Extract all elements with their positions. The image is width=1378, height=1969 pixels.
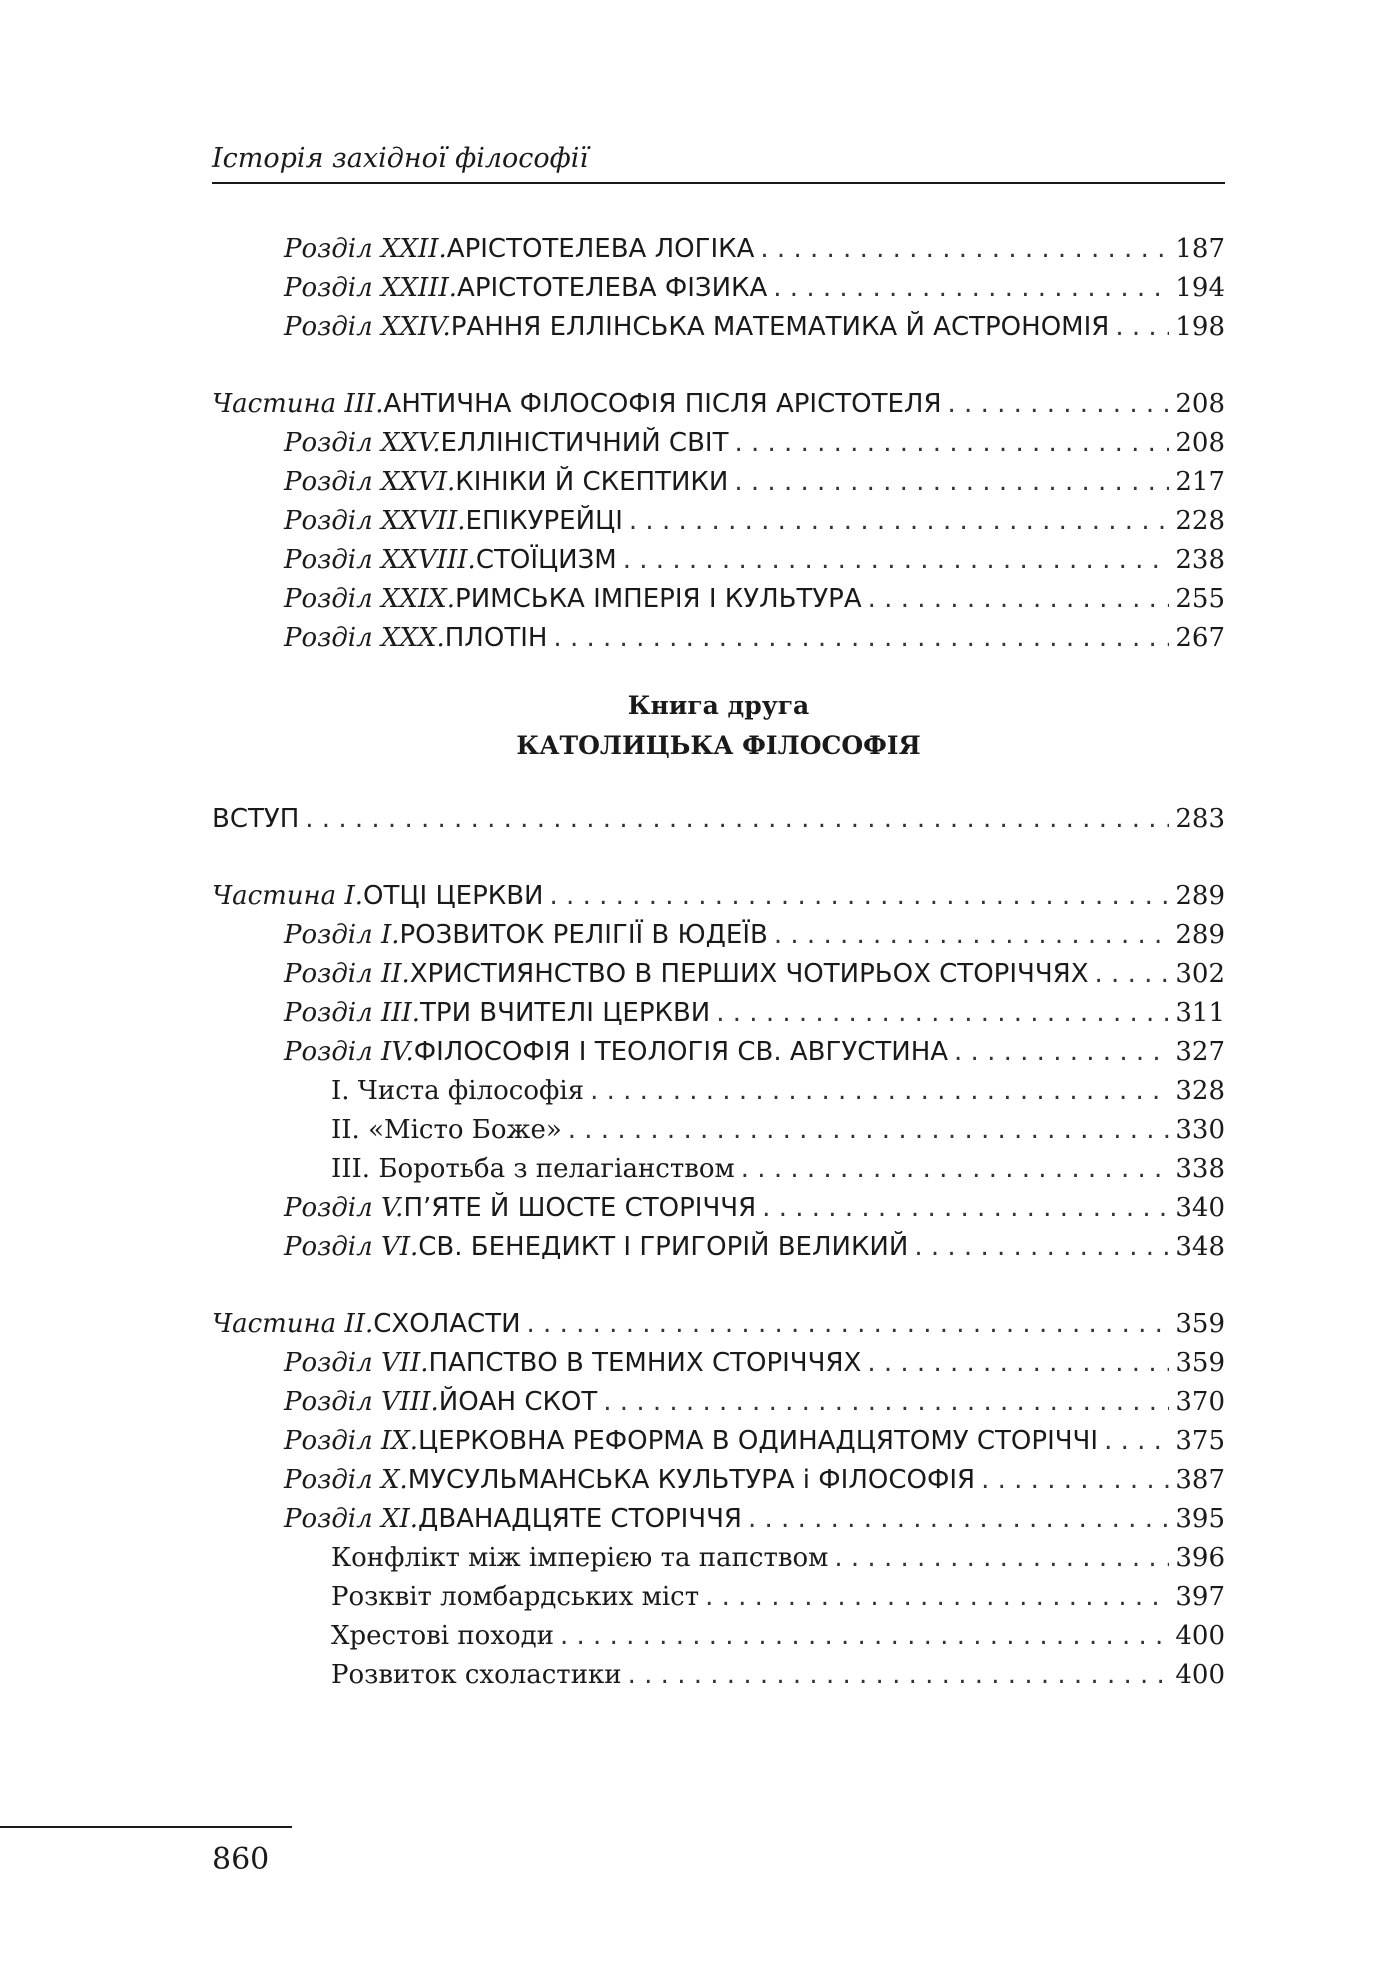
toc-entry[interactable] [212, 308, 1225, 347]
entry-prefix: Розділ IX. [284, 1426, 418, 1456]
entry-page: 289 [1175, 881, 1225, 911]
entry-title: III. Боротьба з пелагіанством [331, 1154, 735, 1184]
toc-entry[interactable] [212, 463, 1225, 502]
entry-prefix: Частина III. [212, 389, 384, 419]
dot-leader [550, 877, 1170, 916]
toc-subentry[interactable] [212, 1539, 1225, 1578]
entry-page: 359 [1175, 1348, 1225, 1378]
entry-page: 267 [1175, 623, 1225, 653]
entry-title: ДВАНАДЦЯТЕ СТОРІЧЧЯ [418, 1504, 742, 1534]
toc-entry[interactable] [212, 1189, 1225, 1228]
running-head: Історія західної філософії [212, 143, 589, 174]
entry-page: 327 [1175, 1037, 1225, 1067]
toc-group [212, 1305, 1225, 1695]
entry-title: ФІЛОСОФІЯ І ТЕОЛОГІЯ СВ. АВГУСТИНА [413, 1037, 949, 1067]
dot-leader [954, 1033, 1169, 1072]
dot-leader [741, 1150, 1170, 1189]
entry-page: 400 [1175, 1660, 1225, 1690]
dot-leader [629, 502, 1169, 541]
toc-entry[interactable] [212, 1344, 1225, 1383]
toc-entry[interactable] [212, 580, 1225, 619]
dot-leader [734, 463, 1169, 502]
toc-entry[interactable] [212, 1422, 1225, 1461]
entry-page: 255 [1175, 584, 1225, 614]
toc-subentry[interactable] [212, 1617, 1225, 1656]
toc-entry[interactable] [212, 424, 1225, 463]
entry-title: ЕЛЛІНІСТИЧНИЙ СВІТ [440, 428, 729, 458]
entry-page: 208 [1175, 389, 1225, 419]
dot-leader [560, 1617, 1169, 1656]
entry-page: 397 [1175, 1582, 1225, 1612]
toc-entry[interactable] [212, 955, 1225, 994]
toc-entry[interactable] [212, 619, 1225, 658]
entry-page: 289 [1175, 920, 1225, 950]
entry-prefix: Розділ XXVIII. [284, 545, 476, 575]
toc-entry[interactable] [212, 994, 1225, 1033]
dot-leader [705, 1578, 1169, 1617]
entry-title: РИМСЬКА ІМПЕРІЯ І КУЛЬТУРА [455, 584, 862, 614]
entry-title: СВ. БЕНЕДИКТ І ГРИГОРІЙ ВЕЛИКИЙ [418, 1232, 909, 1262]
toc-group [212, 230, 1225, 347]
toc-entry[interactable] [212, 269, 1225, 308]
entry-title: АНТИЧНА ФІЛОСОФІЯ ПІСЛЯ АРІСТОТЕЛЯ [383, 389, 942, 419]
dot-leader [305, 800, 1169, 839]
entry-title: ОТЦІ ЦЕРКВИ [363, 881, 544, 911]
toc-entry[interactable] [212, 1500, 1225, 1539]
entry-prefix: Розділ XXVI. [284, 467, 456, 497]
entry-title: ЦЕРКОВНА РЕФОРМА В ОДИНАДЦЯТОМУ СТОРІЧЧІ [418, 1426, 1099, 1456]
toc-entry[interactable] [212, 916, 1225, 955]
entry-title: I. Чиста філософія [331, 1076, 585, 1106]
dot-leader [1104, 1422, 1169, 1461]
dot-leader [762, 1189, 1169, 1228]
entry-title: СТОЇЦИЗМ [475, 545, 617, 575]
entry-title: СХОЛАСТИ [373, 1309, 521, 1339]
dot-leader [590, 1072, 1169, 1111]
toc-subentry[interactable] [212, 1072, 1225, 1111]
dot-leader [1115, 308, 1169, 347]
entry-page: 338 [1175, 1154, 1225, 1184]
entry-title: РОЗВИТОК РЕЛІГІЇ В ЮДЕЇВ [399, 920, 768, 950]
toc-group [212, 877, 1225, 1267]
entry-prefix: Розділ XXV. [284, 428, 441, 458]
entry-page: 311 [1175, 998, 1225, 1028]
entry-title: Розвиток схоластики [331, 1660, 622, 1690]
entry-prefix: Частина II. [212, 1309, 374, 1339]
entry-page: 348 [1175, 1232, 1225, 1262]
entry-prefix: Розділ XXII. [284, 234, 447, 264]
dot-leader [568, 1111, 1170, 1150]
entry-page: 340 [1175, 1193, 1225, 1223]
entry-page: 387 [1175, 1465, 1225, 1495]
entry-page: 238 [1175, 545, 1225, 575]
entry-prefix: Розділ XXIV. [284, 312, 451, 342]
entry-prefix: Розділ XXVII. [284, 506, 466, 536]
entry-page: 208 [1175, 428, 1225, 458]
dot-leader [748, 1500, 1169, 1539]
entry-prefix: Розділ X. [284, 1465, 408, 1495]
entry-title: МУСУЛЬМАНСЬКА КУЛЬТУРА і ФІЛОСОФІЯ [407, 1465, 976, 1495]
entry-page: 370 [1175, 1387, 1225, 1417]
dot-leader [760, 230, 1169, 269]
entry-title: ПЛОТІН [444, 623, 548, 653]
entry-title: АРІСТОТЕЛЕВА ЛОГІКА [446, 234, 755, 264]
toc-group [212, 800, 1225, 839]
entry-page: 217 [1175, 467, 1225, 497]
entry-title: РАННЯ ЕЛЛІНСЬКА МАТЕМАТИКА Й АСТРОНОМІЯ [450, 312, 1110, 342]
header-rule [212, 182, 1225, 184]
entry-prefix: Розділ VII. [284, 1348, 429, 1378]
entry-prefix: Частина I. [212, 881, 363, 911]
dot-leader [734, 424, 1169, 463]
dot-leader [603, 1383, 1169, 1422]
entry-page: 328 [1175, 1076, 1225, 1106]
dot-leader [914, 1228, 1169, 1267]
entry-prefix: Розділ XXIII. [284, 273, 458, 303]
dot-leader [981, 1461, 1169, 1500]
footer-rule [0, 1826, 292, 1828]
book-subtitle: Книга друга [627, 691, 810, 720]
dot-leader [623, 541, 1170, 580]
entry-page: 228 [1175, 506, 1225, 536]
toc-subentry[interactable] [212, 1150, 1225, 1189]
book-heading [212, 686, 1225, 766]
entry-page: 330 [1175, 1115, 1225, 1145]
entry-title: ВСТУП [212, 804, 300, 834]
entry-title: КІНІКИ Й СКЕПТИКИ [455, 467, 729, 497]
entry-title: П’ЯТЕ Й ШОСТЕ СТОРІЧЧЯ [403, 1193, 757, 1223]
dot-leader [527, 1305, 1170, 1344]
entry-page: 283 [1175, 804, 1225, 834]
table-of-contents [212, 230, 1225, 1695]
entry-title: ПАПСТВО В ТЕМНИХ СТОРІЧЧЯХ [428, 1348, 862, 1378]
entry-title: АРІСТОТЕЛЕВА ФІЗИКА [457, 273, 768, 303]
dot-leader [867, 1344, 1169, 1383]
entry-page: 400 [1175, 1621, 1225, 1651]
toc-part-entry[interactable] [212, 877, 1225, 916]
dot-leader [834, 1539, 1169, 1578]
entry-prefix: Розділ XI. [284, 1504, 418, 1534]
toc-intro-entry[interactable] [212, 800, 1225, 839]
entry-prefix: Розділ III. [284, 998, 421, 1028]
entry-prefix: Розділ IV. [284, 1037, 414, 1067]
toc-entry[interactable] [212, 1228, 1225, 1267]
toc-group [212, 385, 1225, 658]
entry-page: 395 [1175, 1504, 1225, 1534]
entry-prefix: Розділ VI. [284, 1232, 419, 1262]
entry-prefix: Розділ II. [284, 959, 410, 989]
entry-prefix: Розділ XXX. [284, 623, 445, 653]
dot-leader [868, 580, 1170, 619]
entry-title: ТРИ ВЧИТЕЛІ ЦЕРКВИ [420, 998, 711, 1028]
toc-part-entry[interactable] [212, 385, 1225, 424]
dot-leader [1095, 955, 1170, 994]
entry-title: Конфлікт між імперією та папством [331, 1543, 829, 1573]
entry-prefix: Розділ VIII. [284, 1387, 439, 1417]
entry-prefix: Розділ I. [284, 920, 400, 950]
toc-entry[interactable] [212, 1033, 1225, 1072]
dot-leader [948, 385, 1170, 424]
book-title: КАТОЛИЦЬКА ФІЛОСОФІЯ [516, 731, 921, 760]
entry-title: ХРИСТИЯНСТВО В ПЕРШИХ ЧОТИРЬОХ СТОРІЧЧЯХ [409, 959, 1089, 989]
toc-subentry[interactable] [212, 1656, 1225, 1695]
entry-page: 302 [1175, 959, 1225, 989]
dot-leader [553, 619, 1169, 658]
entry-title: II. «Місто Боже» [331, 1115, 562, 1145]
entry-page: 198 [1175, 312, 1225, 342]
entry-title: Розквіт ломбардських міст [331, 1582, 700, 1612]
entry-prefix: Розділ V. [284, 1193, 404, 1223]
entry-prefix: Розділ XXIX. [284, 584, 456, 614]
toc-subentry[interactable] [212, 1111, 1225, 1150]
entry-page: 396 [1175, 1543, 1225, 1573]
dot-leader [716, 994, 1169, 1033]
toc-entry[interactable] [212, 230, 1225, 269]
dot-leader [774, 916, 1170, 955]
entry-page: 187 [1175, 234, 1225, 264]
toc-part-entry[interactable] [212, 1305, 1225, 1344]
entry-title: Хрестові походи [331, 1621, 554, 1651]
toc-entry[interactable] [212, 541, 1225, 580]
entry-title: ЙОАН СКОТ [438, 1387, 598, 1417]
toc-entry[interactable] [212, 1461, 1225, 1500]
toc-entry[interactable] [212, 502, 1225, 541]
page-number: 860 [212, 1842, 270, 1877]
toc-entry[interactable] [212, 1383, 1225, 1422]
entry-title: ЕПІКУРЕЙЦІ [465, 506, 623, 536]
dot-leader [773, 269, 1169, 308]
entry-page: 359 [1175, 1309, 1225, 1339]
dot-leader [628, 1656, 1170, 1695]
entry-page: 375 [1175, 1426, 1225, 1456]
toc-subentry[interactable] [212, 1578, 1225, 1617]
entry-page: 194 [1175, 273, 1225, 303]
